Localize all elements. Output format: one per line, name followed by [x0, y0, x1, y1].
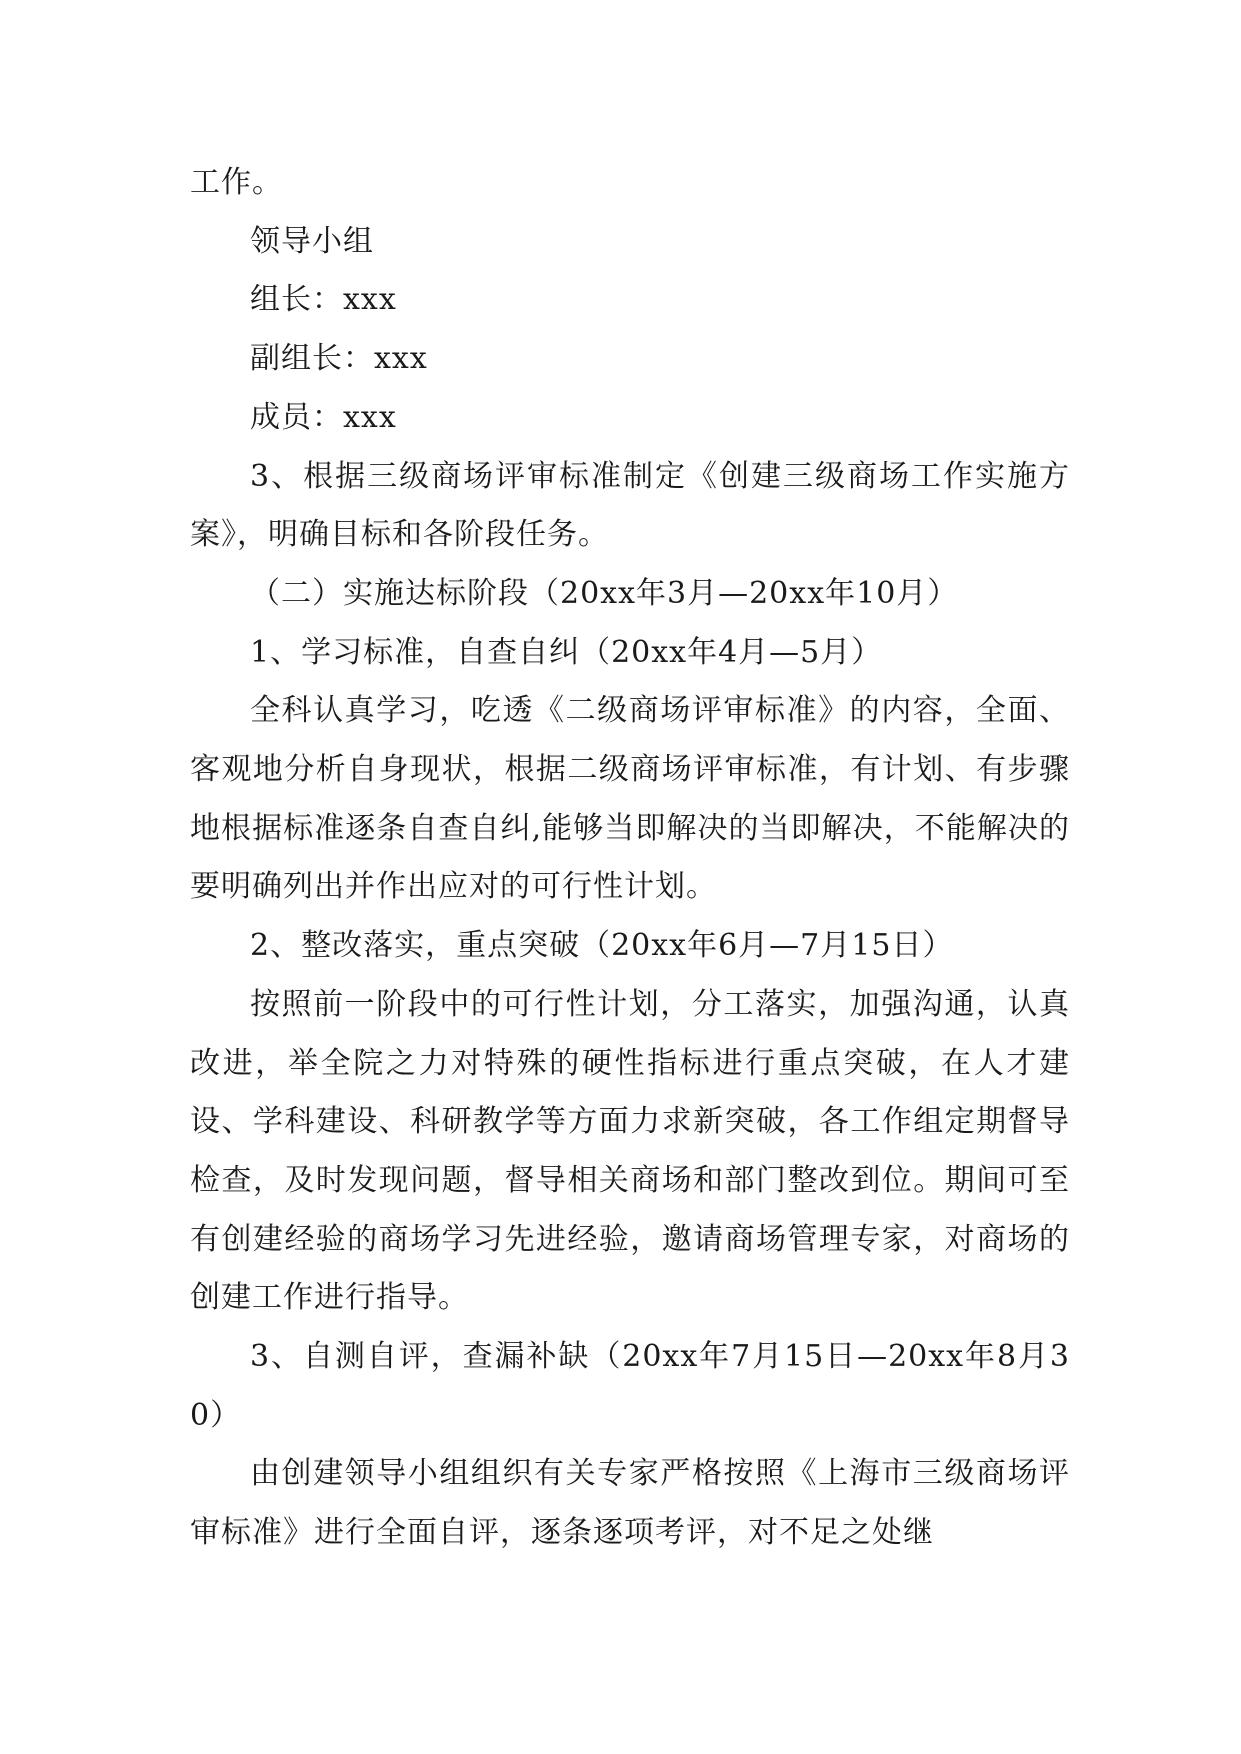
- paragraph-deputy-leader: 副组长：xxx: [250, 341, 428, 377]
- subheading-self-evaluation: 3、自测自评，查漏补缺（20xx年7月15日—20xx年8月30）: [190, 1339, 1070, 1433]
- paragraph-rectification-details: 按照前一阶段中的可行性计划，分工落实，加强沟通，认真改进，举全院之力对特殊的硬性指标进行重点突破，在人才建设、学科建设、科研教学等方面力求新突破，各工作组定期督导检查，及时发现问题，督导相关商场和部门整改到位。期间可至有创建经验的商场学习先进经验，邀请商场管理专家，对商场的创建工作进行指导。: [190, 986, 1070, 1316]
- paragraph-self-evaluation-details: 由创建领导小组组织有关专家严格按照《上海市三级商场评审标准》进行全面自评，逐条逐项考评，对不足之处继: [190, 1456, 1070, 1551]
- section-heading-stage-two: （二）实施达标阶段（20xx年3月—20xx年10月）: [250, 575, 959, 611]
- paragraph-members: 成员：xxx: [250, 399, 397, 435]
- document-body: [190, 154, 1070, 1563]
- paragraph-work-end: 工作。: [190, 165, 283, 200]
- subheading-study-standards: 1、学习标准，自查自纠（20xx年4月—5月）: [250, 634, 883, 670]
- paragraph-study-details: 全科认真学习，吃透《二级商场评审标准》的内容，全面、客观地分析自身现状，根据二级商场评审标准，有计划、有步骤地根据标准逐条自查自纠,能够当即解决的当即解决，不能解决的要明确列出并作出应对的可行性计划。: [190, 693, 1070, 905]
- paragraph-group-leader: 组长：xxx: [250, 282, 397, 318]
- paragraph-leadership-group: 领导小组: [250, 223, 374, 259]
- subheading-rectification: 2、整改落实，重点突破（20xx年6月—7月15日）: [250, 928, 954, 964]
- paragraph-implementation-plan: 3、根据三级商场评审标准制定《创建三级商场工作实施方案》，明确目标和各阶段任务。: [190, 458, 1070, 553]
